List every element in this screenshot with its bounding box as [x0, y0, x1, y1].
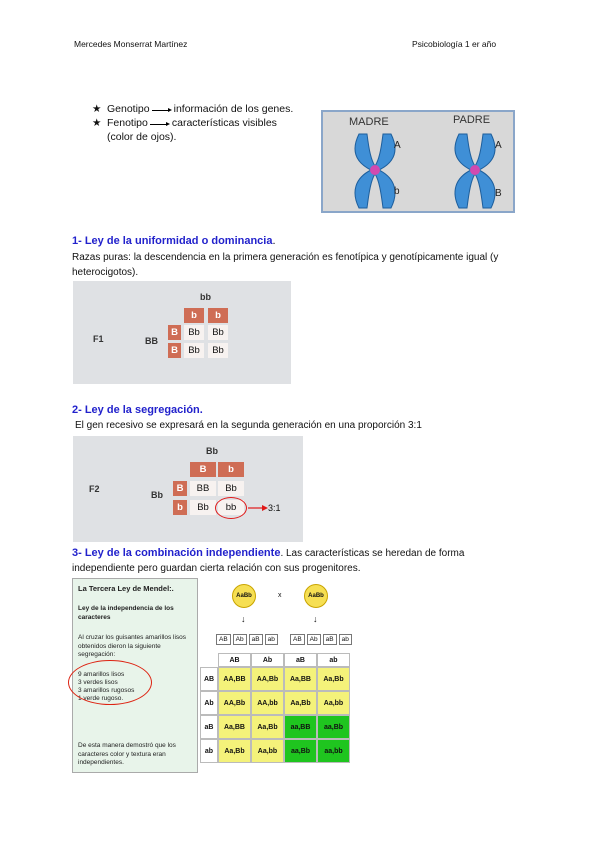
- side-allele: b: [173, 500, 187, 515]
- mendel-third-law-figure: [72, 578, 364, 773]
- parent1-allele: AaBb: [232, 584, 256, 608]
- side-parent-label: Bb: [151, 490, 163, 500]
- mother-allele-bottom: b: [394, 186, 400, 197]
- mother-label: MADRE: [349, 116, 389, 128]
- ratio-label: 3:1: [268, 503, 281, 513]
- result-item: 3 amarillos rugosos: [78, 687, 135, 694]
- section3-text: . Las características se heredan de forma independiente pero guardan cierta relación con sus progenitores.: [72, 548, 465, 574]
- header-course: Psicobiología 1 er año: [412, 39, 497, 49]
- bullet-genotipo: [92, 102, 293, 116]
- grid-col-header: AB: [218, 653, 251, 667]
- punnett-cell: Bb: [218, 481, 244, 496]
- grid-cell: AA,BB: [218, 667, 251, 691]
- result-item: 1 verde rugoso.: [78, 695, 124, 702]
- top-parent-label: Bb: [206, 446, 218, 456]
- figure-intro: Al cruzar los guisantes amarillos lisos obtenidos dieron la siguiente segregación:: [78, 634, 187, 658]
- result-item: 9 amarillos lisos: [78, 671, 125, 678]
- gametes-parent1: AB Ab aB ab: [216, 634, 278, 645]
- grid-cell: Aa,BB: [218, 715, 251, 739]
- grid-cell: AA,bb: [251, 691, 284, 715]
- star-icon: ★: [92, 103, 102, 115]
- arrow-right-icon: [248, 503, 268, 513]
- bullet-term: Fenotipo: [107, 117, 148, 129]
- bullet-fenotipo: [92, 116, 277, 130]
- section2-text: El gen recesivo se expresará en la segunda generación en una proporción 3:1: [75, 420, 422, 431]
- grid-cell: AA,Bb: [218, 691, 251, 715]
- grid-cell: AA,Bb: [251, 667, 284, 691]
- results-circle-highlight: [68, 660, 152, 705]
- bullet-term: Genotipo: [107, 103, 150, 115]
- grid-cell: aa,Bb: [317, 715, 350, 739]
- side-parent-label: BB: [145, 336, 158, 346]
- generation-label: F2: [89, 484, 100, 494]
- gametes-parent2: AB Ab aB ab: [290, 634, 352, 645]
- grid-cell: Aa,Bb: [251, 715, 284, 739]
- arrow-down-icon: ↓: [313, 614, 318, 624]
- punnett-cell: Bb: [190, 500, 216, 515]
- section1-text: Razas puras: la descendencia en la primera generación es fenotípica y genotípicamente igual (y heterocigotos).: [72, 252, 499, 278]
- grid-cell: Aa,bb: [251, 739, 284, 763]
- top-allele: B: [190, 462, 216, 477]
- cross-symbol: x: [278, 592, 282, 599]
- father-allele-bottom: B: [495, 188, 502, 199]
- grid-cell: Aa,Bb: [317, 667, 350, 691]
- grid-row-header: Ab: [200, 691, 218, 715]
- bullet-desc: información de los genes.: [173, 103, 294, 115]
- header-author: Mercedes Monserrat Martínez: [74, 39, 188, 49]
- father-label: PADRE: [453, 114, 491, 126]
- top-allele: b: [184, 308, 204, 323]
- top-parent-label: bb: [200, 292, 211, 302]
- grid-cell: Aa,Bb: [284, 691, 317, 715]
- side-allele: B: [168, 325, 181, 340]
- section3-title: 3- Ley de la combinación independiente: [72, 547, 281, 559]
- grid-cell: Aa,Bb: [218, 739, 251, 763]
- grid-cell: Aa,bb: [317, 691, 350, 715]
- section3-paragraph: [72, 546, 522, 576]
- punnett-f1-figure: [73, 281, 291, 384]
- result-item: 3 verdes lisos: [78, 679, 118, 686]
- punnett-cell: bb: [218, 500, 244, 515]
- recessive-circle-highlight: [215, 497, 247, 519]
- grid-col-header: ab: [317, 653, 350, 667]
- bullet-desc-continuation: (color de ojos).: [107, 131, 177, 143]
- mother-allele-top: A: [394, 140, 401, 151]
- father-allele-top: A: [495, 140, 502, 151]
- top-allele: b: [218, 462, 244, 477]
- grid-row-header: AB: [200, 667, 218, 691]
- figure-heading: La Tercera Ley de Mendel:.: [78, 584, 174, 593]
- punnett-cell: BB: [190, 481, 216, 496]
- side-allele: B: [168, 343, 181, 358]
- grid-col-header: aB: [284, 653, 317, 667]
- chromosome-figure: [321, 110, 515, 213]
- grid-col-header: Ab: [251, 653, 284, 667]
- grid-row-header: ab: [200, 739, 218, 763]
- figure-conclusion: De esta manera demostró que los caracteres color y textura eran independientes.: [78, 742, 176, 766]
- star-icon: ★: [92, 117, 102, 129]
- punnett-cell: Bb: [208, 343, 228, 358]
- punnett-f2-figure: [73, 436, 303, 542]
- arrow-right-icon: [152, 105, 172, 113]
- bullet-desc: características visibles: [171, 117, 277, 129]
- grid-row-header: aB: [200, 715, 218, 739]
- punnett-cell: Bb: [208, 325, 228, 340]
- grid-cell: aa,Bb: [284, 739, 317, 763]
- parent2-allele: AaBb: [304, 584, 328, 608]
- side-allele: B: [173, 481, 187, 496]
- arrow-right-icon: [150, 119, 170, 127]
- figure-subheading: Ley de la independencia de los caracteres: [78, 605, 174, 621]
- grid-cell: Aa,BB: [284, 667, 317, 691]
- top-allele: b: [208, 308, 228, 323]
- section1-title: 1- Ley de la uniformidad o dominancia.: [72, 235, 276, 247]
- generation-label: F1: [93, 334, 104, 344]
- punnett-cell: Bb: [184, 343, 204, 358]
- section2-title: 2- Ley de la segregación.: [72, 404, 203, 416]
- grid-cell: aa,bb: [317, 739, 350, 763]
- arrow-down-icon: ↓: [241, 614, 246, 624]
- punnett-cell: Bb: [184, 325, 204, 340]
- grid-cell: aa,BB: [284, 715, 317, 739]
